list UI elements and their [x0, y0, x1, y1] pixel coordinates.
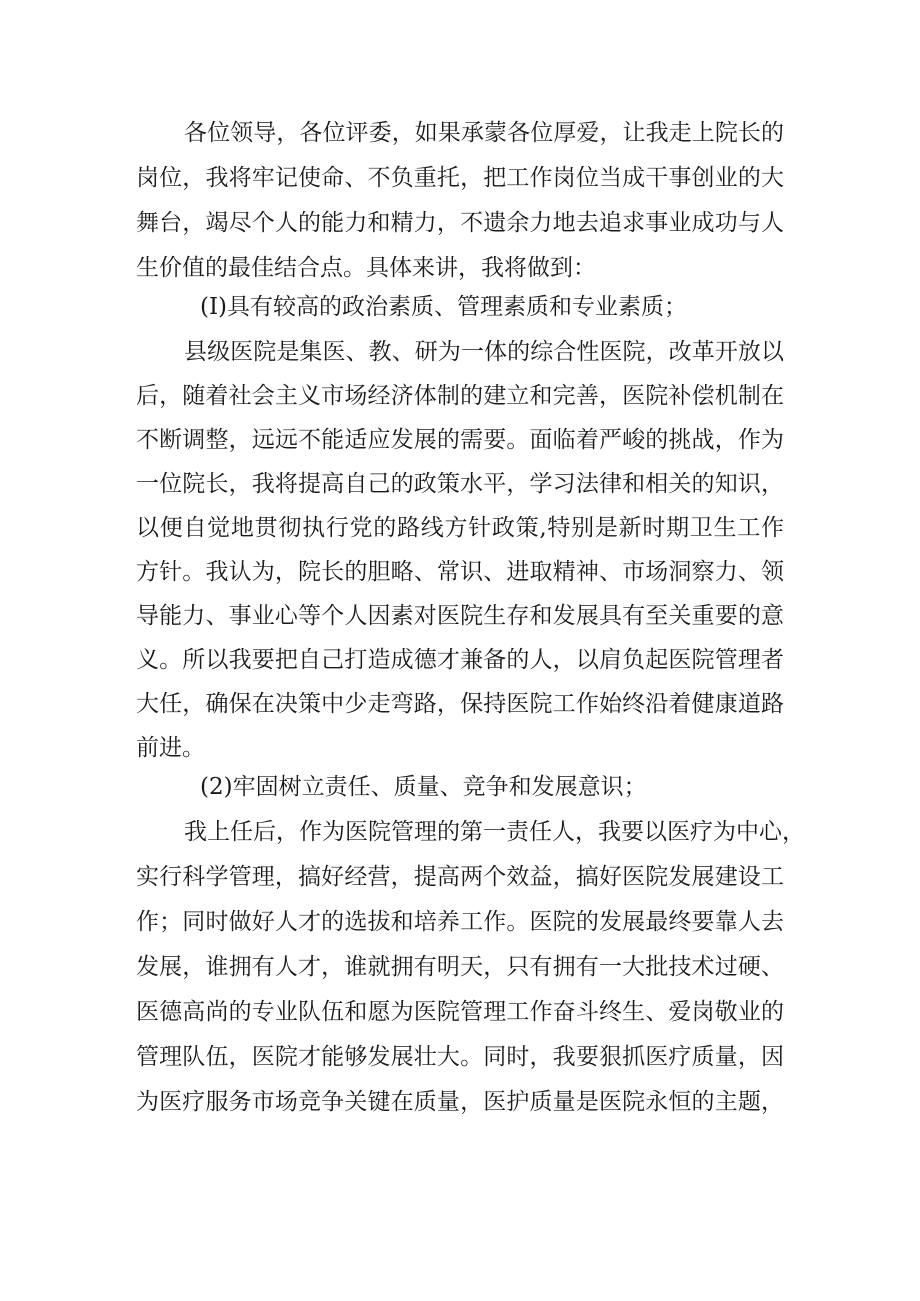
- paragraph-2-line-2: 后，随着社会主义市场经济体制的建立和完善，医院补偿机制在: [136, 383, 784, 409]
- paragraph-3-line-7: 为医疗服务市场竞争关键在质量，医护质量是医院永恒的主题，: [136, 1089, 784, 1115]
- paragraph-1-line-1: 各位领导，各位评委，如果承蒙各位厚爱，让我走上院长的: [184, 120, 784, 146]
- paragraph-2-line-7: 导能力、事业心等个人因素对医院生存和发展具有至关重要的意: [136, 603, 784, 629]
- paragraph-2-line-10: 前进。: [136, 735, 205, 761]
- paragraph-2-line-3: 不断调整，远远不能适应发展的需要。面临着严峻的挑战，作为: [136, 427, 784, 453]
- paragraph-2-line-8: 义。所以我要把自己打造成德才兼备的人，以肩负起医院管理者: [136, 647, 784, 673]
- paragraph-2-line-9: 大任，确保在决策中少走弯路，保持医院工作始终沿着健康道路: [136, 691, 784, 717]
- paragraph-2-line-4: 一位院长，我将提高自己的政策水平，学习法律和相关的知识，: [136, 471, 784, 497]
- paragraph-2-line-6: 方针。我认为，院长的胆略、常识、进取精神、市场洞察力、领: [136, 559, 784, 585]
- paragraph-2-line-5: 以便自觉地贯彻执行党的路线方针政策,特别是新时期卫生工作: [136, 515, 784, 541]
- paragraph-3-line-4: 发展，谁拥有人才，谁就拥有明天，只有拥有一大批技术过硬、: [136, 954, 784, 980]
- paragraph-1-line-2: 岗位，我将牢记使命、不负重托，把工作岗位当成干事创业的大: [136, 165, 784, 191]
- paragraph-3-line-5: 医德高尚的专业队伍和愿为医院管理工作奋斗终生、爱岗敬业的: [136, 999, 784, 1025]
- paragraph-3-line-2: 实行科学管理，搞好经营，提高两个效益，搞好医院发展建设工: [136, 864, 784, 890]
- paragraph-1-line-3: 舞台，竭尽个人的能力和精力，不遗余力地去追求事业成功与人: [136, 210, 784, 236]
- section-heading-2: (2)牢固树立责任、质量、竞争和发展意识；: [200, 774, 647, 800]
- paragraph-3-line-1: 我上任后，作为医院管理的第一责任人，我要以医疗为中心，: [184, 819, 805, 845]
- section-heading-1: (I)具有较高的政治素质、管理素质和专业素质；: [200, 294, 688, 320]
- paragraph-3-line-3: 作；同时做好人才的选拔和培养工作。医院的发展最终要靠人去: [136, 909, 784, 935]
- paragraph-2-line-1: 县级医院是集医、教、研为一体的综合性医院，改革开放以: [184, 339, 784, 365]
- paragraph-3-line-6: 管理队伍，医院才能够发展壮大。同时，我要狠抓医疗质量，因: [136, 1044, 784, 1070]
- paragraph-1-line-4: 生价值的最佳结合点。具体来讲，我将做到：: [136, 255, 596, 281]
